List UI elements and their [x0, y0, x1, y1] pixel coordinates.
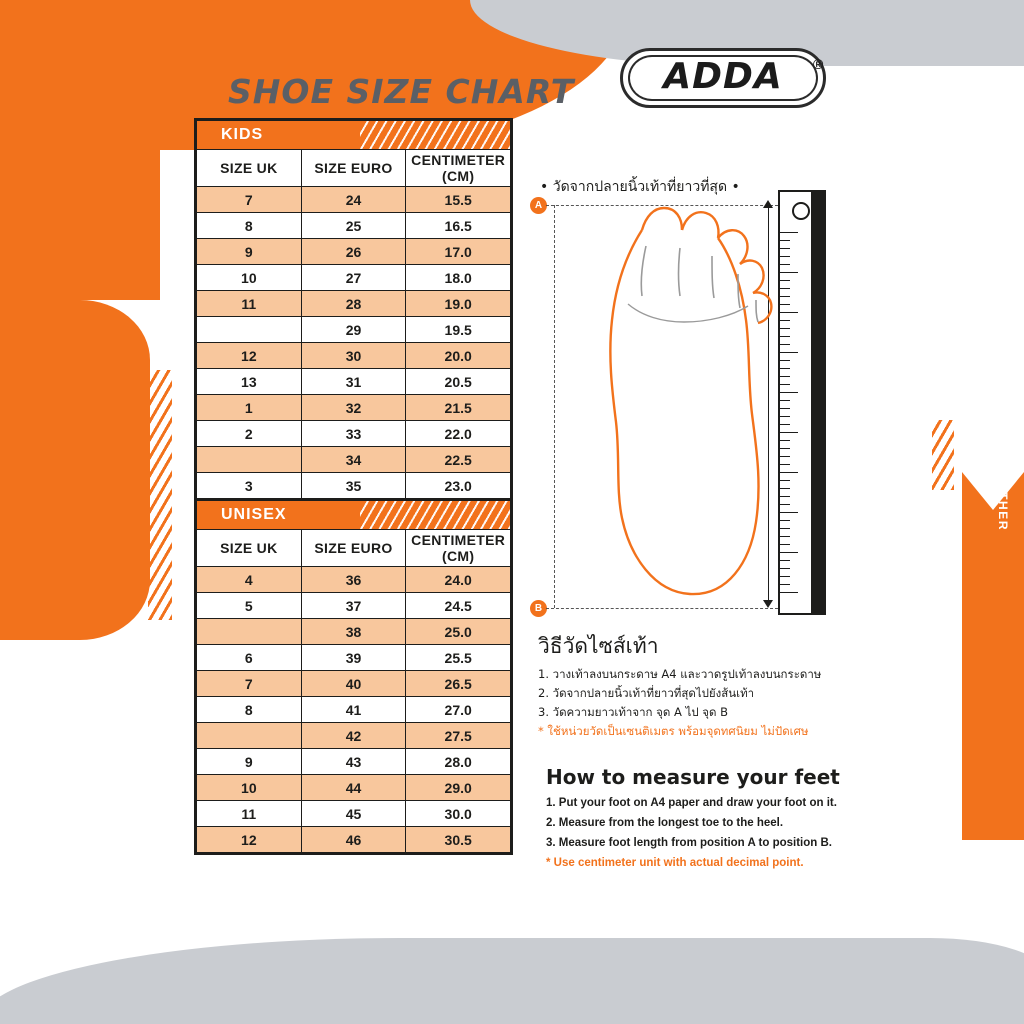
cell-euro: 30	[301, 343, 406, 369]
unisex-col-cm-line1: CENTIMETER	[411, 532, 506, 548]
instruction-th-1: 1. วางเท้าลงบนกระดาษ A4 และวาดรูปเท้าลงบนกระดาษ	[538, 667, 822, 681]
cell-uk: 12	[197, 343, 302, 369]
cell-uk	[197, 723, 302, 749]
cell-uk: 5	[197, 593, 302, 619]
table-row	[197, 671, 511, 697]
cell-cm: 29.0	[406, 775, 511, 801]
cell-uk: 8	[197, 213, 302, 239]
cell-uk: 2	[197, 421, 302, 447]
cell-euro: 38	[301, 619, 406, 645]
cell-euro: 35	[301, 473, 406, 499]
cell-uk: 4	[197, 567, 302, 593]
instruction-en-note: * Use centimeter unit with actual decimal point.	[546, 857, 804, 869]
kids-col-cm	[406, 150, 511, 187]
kids-size-table	[194, 118, 513, 501]
cell-cm: 27.0	[406, 697, 511, 723]
kids-col-cm-line1: CENTIMETER	[411, 152, 506, 168]
cell-euro: 32	[301, 395, 406, 421]
cell-euro: 36	[301, 567, 406, 593]
table-row	[197, 723, 511, 749]
table-row	[197, 239, 511, 265]
unisex-col-uk: SIZE UK	[197, 530, 302, 567]
cell-cm: 20.0	[406, 343, 511, 369]
kids-band-text: KIDS	[221, 126, 264, 143]
table-row	[197, 343, 511, 369]
cell-cm: 16.5	[406, 213, 511, 239]
instructions-th-heading: วิธีวัดไซส์เท้า	[538, 634, 659, 658]
instruction-th-2: 2. วัดจากปลายนิ้วเท้าที่ยาวที่สุดไปยังส้นเท้า	[538, 686, 755, 700]
ruler-graphic	[778, 190, 826, 615]
instructions-th-list	[538, 665, 958, 741]
logo-text: ADDA	[663, 56, 783, 97]
table-row	[197, 291, 511, 317]
cell-cm: 30.0	[406, 801, 511, 827]
foot-outline-icon	[550, 200, 790, 625]
table-row	[197, 473, 511, 499]
kids-col-euro: SIZE EURO	[301, 150, 406, 187]
table-row	[197, 697, 511, 723]
table-row	[197, 421, 511, 447]
unisex-size-table	[194, 498, 513, 855]
table-row	[197, 567, 511, 593]
cell-cm: 27.5	[406, 723, 511, 749]
cell-euro: 28	[301, 291, 406, 317]
cell-cm: 23.0	[406, 473, 511, 499]
kids-col-uk: SIZE UK	[197, 150, 302, 187]
cell-uk: 11	[197, 291, 302, 317]
unisex-band-text: UNISEX	[221, 506, 287, 523]
instructions-en-list	[546, 793, 966, 873]
instruction-en-2: 2. Measure from the longest toe to the heel.	[546, 817, 784, 829]
cell-euro: 40	[301, 671, 406, 697]
table-row	[197, 187, 511, 213]
unisex-col-euro: SIZE EURO	[301, 530, 406, 567]
cell-cm: 24.5	[406, 593, 511, 619]
cell-cm: 21.5	[406, 395, 511, 421]
table-row	[197, 395, 511, 421]
cell-euro: 29	[301, 317, 406, 343]
decor-hatch-right	[932, 420, 954, 490]
cell-euro: 42	[301, 723, 406, 749]
table-row	[197, 619, 511, 645]
ruler-hole-icon	[792, 202, 810, 220]
table-row	[197, 645, 511, 671]
band-hatch-decor	[360, 501, 510, 529]
table-row	[197, 593, 511, 619]
point-b-badge: B	[530, 600, 547, 617]
table-row	[197, 317, 511, 343]
cell-cm: 25.0	[406, 619, 511, 645]
unisex-col-cm	[406, 530, 511, 567]
cell-cm: 25.5	[406, 645, 511, 671]
cell-euro: 25	[301, 213, 406, 239]
cell-uk: 12	[197, 827, 302, 853]
diagram-caption: • วัดจากปลายนิ้วเท้าที่ยาวที่สุด •	[540, 179, 740, 195]
cell-euro: 46	[301, 827, 406, 853]
cell-uk: 8	[197, 697, 302, 723]
cell-cm: 30.5	[406, 827, 511, 853]
cell-uk: 10	[197, 775, 302, 801]
cell-uk: 13	[197, 369, 302, 395]
foot-diagram	[528, 190, 838, 620]
cell-euro: 41	[301, 697, 406, 723]
cell-uk	[197, 317, 302, 343]
cell-euro: 31	[301, 369, 406, 395]
table-row	[197, 369, 511, 395]
cell-euro: 44	[301, 775, 406, 801]
instruction-th-note: * ใช้หน่วยวัดเป็นเซนติเมตร พร้อมจุดทศนิยม ไม่ปัดเศษ	[538, 724, 809, 738]
cell-cm: 28.0	[406, 749, 511, 775]
cell-cm: 15.5	[406, 187, 511, 213]
cell-cm: 22.0	[406, 421, 511, 447]
cell-uk: 6	[197, 645, 302, 671]
cell-uk: 1	[197, 395, 302, 421]
cell-cm: 19.0	[406, 291, 511, 317]
table-row	[197, 265, 511, 291]
cell-euro: 33	[301, 421, 406, 447]
unisex-col-cm-line2: (CM)	[442, 548, 475, 564]
ruler-edge	[811, 192, 824, 613]
cell-euro: 37	[301, 593, 406, 619]
table-row	[197, 775, 511, 801]
cell-euro: 45	[301, 801, 406, 827]
table-row	[197, 749, 511, 775]
table-row	[197, 801, 511, 827]
table-row	[197, 827, 511, 853]
band-hatch-decor	[360, 121, 510, 149]
decor-gray-bottom	[0, 938, 1024, 1024]
cell-uk: 7	[197, 187, 302, 213]
cell-cm: 17.0	[406, 239, 511, 265]
cell-cm: 24.0	[406, 567, 511, 593]
cell-cm: 19.5	[406, 317, 511, 343]
cell-uk: 9	[197, 239, 302, 265]
table-row	[197, 447, 511, 473]
instruction-th-3: 3. วัดความยาวเท้าจาก จุด A ไป จุด B	[538, 705, 729, 719]
cell-cm: 26.5	[406, 671, 511, 697]
decor-orange-right	[962, 510, 1024, 840]
cell-euro: 39	[301, 645, 406, 671]
instruction-en-3: 3. Measure foot length from position A to position B.	[546, 837, 833, 849]
cell-uk	[197, 619, 302, 645]
cell-euro: 43	[301, 749, 406, 775]
cell-euro: 34	[301, 447, 406, 473]
instruction-en-1: 1. Put your foot on A4 paper and draw your foot on it.	[546, 797, 837, 809]
instructions-en-heading: How to measure your feet	[546, 765, 840, 789]
point-a-badge: A	[530, 197, 547, 214]
cell-uk: 7	[197, 671, 302, 697]
cell-cm: 18.0	[406, 265, 511, 291]
decor-hatch-left	[148, 370, 172, 620]
cell-euro: 27	[301, 265, 406, 291]
unisex-band-label	[197, 501, 511, 530]
cell-euro: 26	[301, 239, 406, 265]
kids-col-cm-line2: (CM)	[442, 168, 475, 184]
page-title: SHOE SIZE CHART	[228, 72, 575, 111]
decor-orange-left	[0, 300, 150, 640]
cell-euro: 24	[301, 187, 406, 213]
cell-uk	[197, 447, 302, 473]
cell-uk: 10	[197, 265, 302, 291]
registered-mark-icon: ®	[813, 56, 824, 72]
cell-uk: 3	[197, 473, 302, 499]
cell-uk: 11	[197, 801, 302, 827]
side-tagline: LET'S WALK TOGETHER	[996, 358, 1010, 532]
brand-logo	[620, 48, 840, 110]
table-row	[197, 213, 511, 239]
kids-band-label	[197, 121, 511, 150]
cell-cm: 20.5	[406, 369, 511, 395]
cell-cm: 22.5	[406, 447, 511, 473]
cell-uk: 9	[197, 749, 302, 775]
